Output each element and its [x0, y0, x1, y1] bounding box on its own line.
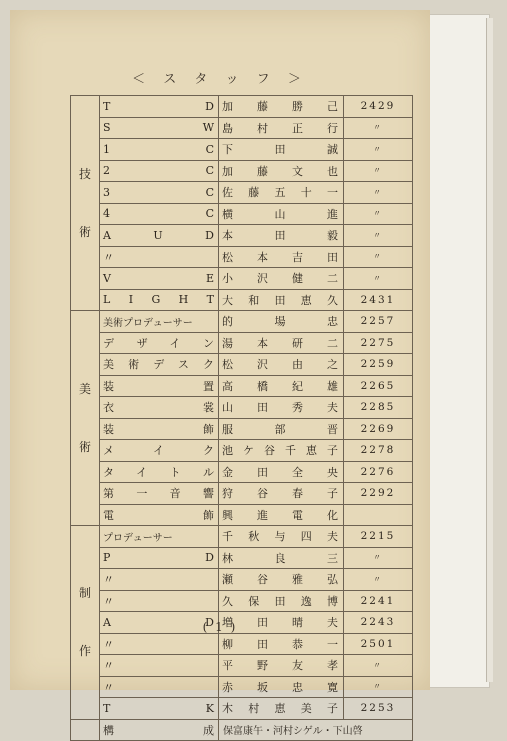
name-cell: 瀬谷雅弘: [219, 569, 344, 591]
table-row: [71, 397, 413, 419]
role-cell: 1 C: [100, 139, 219, 161]
name-cell: 加藤勝己: [219, 96, 344, 118]
section-label: [71, 96, 100, 311]
role-cell: L I G H T: [100, 289, 219, 311]
role-cell: V E: [100, 268, 219, 290]
page-number: ( 1 ): [202, 620, 238, 634]
name-cell: 湯本研二: [219, 332, 344, 354]
extension-cell: 2259: [344, 354, 413, 376]
extension-cell: 2241: [344, 590, 413, 612]
name-cell: 平野友孝: [219, 655, 344, 677]
extension-cell: 〃: [344, 203, 413, 225]
role-cell: 構成: [100, 719, 219, 741]
role-cell: 〃: [100, 246, 219, 268]
role-cell: デザイン: [100, 332, 219, 354]
role-cell: 3 C: [100, 182, 219, 204]
role-cell: 装置: [100, 375, 219, 397]
table-row: [71, 117, 413, 139]
role-cell: 4 C: [100, 203, 219, 225]
table-row: [71, 440, 413, 462]
extension-cell: 〃: [344, 225, 413, 247]
name-cell: 保富康午・河村シゲル・下山啓: [219, 719, 413, 741]
name-cell: 山田秀夫: [219, 397, 344, 419]
role-cell: 衣裳: [100, 397, 219, 419]
page-title: ＜ ス タ ッ フ ＞: [132, 72, 308, 87]
table-row: [71, 633, 413, 655]
name-cell: 本田毅: [219, 225, 344, 247]
role-cell: 電飾: [100, 504, 219, 526]
role-cell: 美術デスク: [100, 354, 219, 376]
table-row: [71, 418, 413, 440]
role-cell: 〃: [100, 633, 219, 655]
extension-cell: 2285: [344, 397, 413, 419]
paper-stack-edge: [486, 18, 493, 682]
name-cell: 的場忠: [219, 311, 344, 333]
role-cell: メイク: [100, 440, 219, 462]
table-row: [71, 311, 413, 333]
role-cell: A D: [100, 612, 219, 634]
document-page: [10, 10, 430, 738]
table-row: [71, 676, 413, 698]
extension-cell: 2275: [344, 332, 413, 354]
extension-cell: 2278: [344, 440, 413, 462]
extension-cell: 〃: [344, 160, 413, 182]
section-label: [71, 719, 100, 741]
extension-cell: 2501: [344, 633, 413, 655]
name-cell: 松本吉田: [219, 246, 344, 268]
role-cell: 美術プロデューサー: [100, 311, 219, 333]
extension-cell: 2215: [344, 526, 413, 548]
name-cell: 狩谷春子: [219, 483, 344, 505]
table-row: [71, 225, 413, 247]
table-row: [71, 590, 413, 612]
table-row: [71, 246, 413, 268]
extension-cell: 2257: [344, 311, 413, 333]
extension-cell: 〃: [344, 182, 413, 204]
extension-cell: 〃: [344, 655, 413, 677]
table-row: [71, 375, 413, 397]
name-cell: 加藤文也: [219, 160, 344, 182]
name-cell: 松沢由之: [219, 354, 344, 376]
extension-cell: 〃: [344, 139, 413, 161]
name-cell: 久保田逸博: [219, 590, 344, 612]
table-row: [71, 698, 413, 720]
extension-cell: 〃: [344, 569, 413, 591]
table-row: [71, 354, 413, 376]
table-row: [71, 483, 413, 505]
name-cell: 金田全央: [219, 461, 344, 483]
extension-cell: 2276: [344, 461, 413, 483]
table-row: [71, 461, 413, 483]
name-cell: 小沢健二: [219, 268, 344, 290]
role-cell: T D: [100, 96, 219, 118]
table-row: [71, 96, 413, 118]
extension-cell: 2243: [344, 612, 413, 634]
extension-cell: 2429: [344, 96, 413, 118]
name-cell: 林良三: [219, 547, 344, 569]
name-cell: 千秋与四夫: [219, 526, 344, 548]
table-row: [71, 268, 413, 290]
section-label-char: 術: [78, 225, 91, 239]
extension-cell: 2253: [344, 698, 413, 720]
role-cell: 〃: [100, 676, 219, 698]
table-row: [71, 182, 413, 204]
name-cell: 佐藤五十一: [219, 182, 344, 204]
table-row: [71, 504, 413, 526]
table-row-composition: [71, 719, 413, 741]
extension-cell: 〃: [344, 547, 413, 569]
section-label-char: 術: [78, 440, 91, 454]
table-row: [71, 332, 413, 354]
name-cell: 赤坂忠寛: [219, 676, 344, 698]
extension-cell: 〃: [344, 676, 413, 698]
extension-cell: 〃: [344, 246, 413, 268]
extension-cell: 2269: [344, 418, 413, 440]
name-cell: 大和田恵久: [219, 289, 344, 311]
name-cell: 興進電化: [219, 504, 344, 526]
role-cell: A U D: [100, 225, 219, 247]
role-cell: S W: [100, 117, 219, 139]
name-cell: 増田晴夫: [219, 612, 344, 634]
role-cell: T K: [100, 698, 219, 720]
role-cell: 装飾: [100, 418, 219, 440]
role-cell: 〃: [100, 655, 219, 677]
table-row: [71, 139, 413, 161]
name-cell: 柳田恭一: [219, 633, 344, 655]
role-cell: P D: [100, 547, 219, 569]
name-cell: 高橋紀雄: [219, 375, 344, 397]
table-row: [71, 655, 413, 677]
extension-cell: 2431: [344, 289, 413, 311]
extension-cell: [344, 504, 413, 526]
name-cell: 下田誠: [219, 139, 344, 161]
role-cell: 第一音響: [100, 483, 219, 505]
staff-table: [70, 95, 413, 741]
section-label-char: 技: [78, 167, 91, 181]
extension-cell: 〃: [344, 268, 413, 290]
name-cell: 横山進: [219, 203, 344, 225]
table-row: [71, 160, 413, 182]
table-row: [71, 289, 413, 311]
paper-stack: [420, 14, 490, 688]
table-row: [71, 547, 413, 569]
name-cell: 服部晋: [219, 418, 344, 440]
table-row: [71, 526, 413, 548]
extension-cell: 2292: [344, 483, 413, 505]
extension-cell: 〃: [344, 117, 413, 139]
table-row: [71, 203, 413, 225]
section-label: [71, 311, 100, 526]
section-label-char: 制: [78, 586, 91, 601]
extension-cell: 2265: [344, 375, 413, 397]
table-row: [71, 569, 413, 591]
role-cell: 2 C: [100, 160, 219, 182]
name-cell: 池ケ谷千恵子: [219, 440, 344, 462]
role-cell: タイトル: [100, 461, 219, 483]
role-cell: 〃: [100, 590, 219, 612]
name-cell: 島村正行: [219, 117, 344, 139]
section-label-char: 作: [78, 644, 91, 659]
name-cell: 木村恵美子: [219, 698, 344, 720]
section-label-char: 美: [78, 382, 91, 396]
role-cell: プロデューサー: [100, 526, 219, 548]
role-cell: 〃: [100, 569, 219, 591]
